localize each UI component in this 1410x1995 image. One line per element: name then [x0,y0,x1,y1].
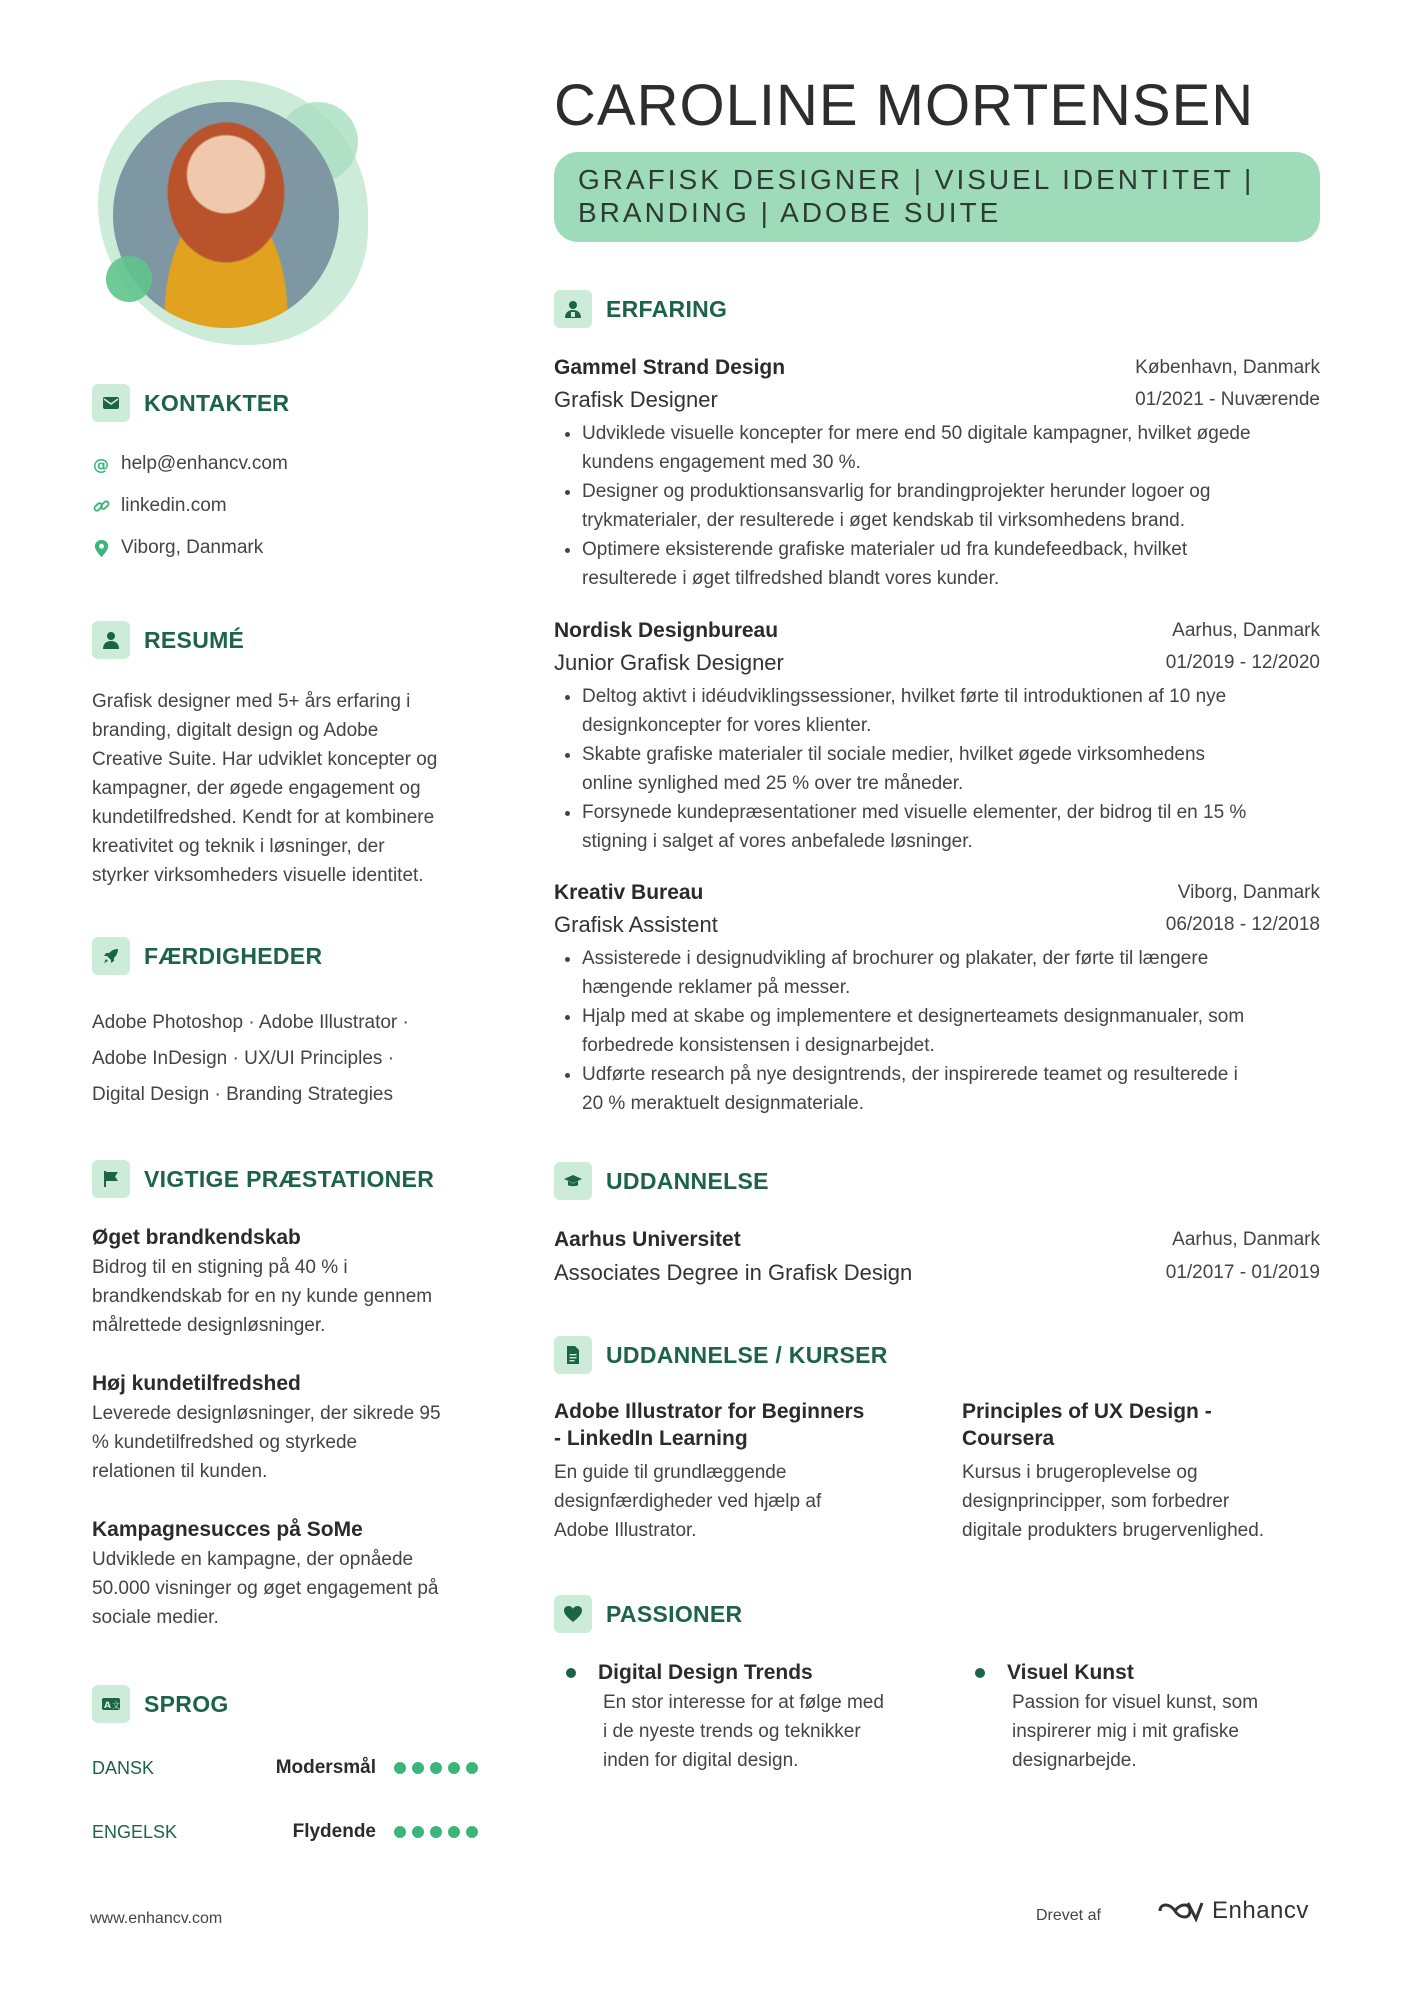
skills-line: Adobe InDesign · UX/UI Principles · [92,1048,395,1069]
contact-location [92,527,288,569]
footer-powered-label: Drevet af [1036,1907,1101,1924]
rating-dot [394,1762,406,1774]
job-bullets [554,682,1320,856]
job-bullet [582,682,1320,740]
bullet-line: designkoncepter for vores klienter. [582,715,872,736]
bullet-line: forbedrede konsistensen i designarbejdet. [582,1035,935,1056]
heart-icon [554,1595,592,1633]
section-title: UDDANNELSE / KURSER [606,1341,888,1368]
course-title: Adobe Illustrator for Beginners [554,1400,865,1423]
job-location: Aarhus, Danmark [1172,620,1320,641]
course-line: Kursus i brugeroplevelse og [962,1462,1198,1483]
section-title: VIGTIGE PRÆSTATIONER [144,1165,435,1192]
job-role: Grafisk Assistent [554,912,718,937]
course-line: En guide til grundlæggende [554,1462,787,1483]
enhancv-logo-icon [1156,1896,1204,1926]
bullet-line: hængende reklamer på messer. [582,977,851,998]
link-icon [92,497,111,516]
skills-list [92,1005,409,1113]
bullet-dot [975,1668,985,1678]
job-bullet [582,798,1320,856]
job-bullets [554,944,1320,1118]
bullet-line: Deltog aktivt i idéudviklingssessioner, hvilket førte til introduktionen af 10 nye [582,686,1227,707]
language-name: ENGELSK [92,1821,178,1842]
course-item [554,1398,914,1545]
job-bullet [582,1060,1320,1118]
job-bullets [554,419,1320,593]
achievement-item [92,1515,492,1632]
passion-item [975,1658,1320,1775]
achievement-item [92,1223,492,1369]
section-title: SPROG [144,1690,229,1717]
passion-title: Visuel Kunst [1007,1661,1134,1684]
envelope-icon [92,384,130,422]
passion-line: En stor interesse for at følge med [603,1692,884,1713]
language-icon [92,1685,130,1723]
education-degree: Associates Degree in Grafisk Design [554,1260,913,1285]
achievement-line: Udviklede en kampagne, der opnåede [92,1549,414,1570]
section-languages-header [92,1685,229,1723]
bullet-line: kundens engagement med 30 %. [582,452,861,473]
passion-line: i de nyeste trends og teknikker [603,1721,861,1742]
summary-line: kreativitet og teknik i løsninger, der [92,836,385,857]
summary-line: styrker virksomheders visuelle identitet. [92,865,424,886]
job-bullet [582,477,1320,535]
flag-icon [92,1160,130,1198]
bullet-line: Designer og produktionsansvarlig for brandingprojekter herunder logoer og [582,481,1211,502]
section-contacts-header [92,384,289,422]
section-experience-header [554,290,727,328]
course-line: digitale produkters brugervenlighed. [962,1520,1265,1541]
bullet-line: Udførte research på nye designtrends, der inspirerede teamet og resulterede i [582,1064,1238,1085]
bullet-line: stigning i salget af vores anbefalede løsninger. [582,831,973,852]
passion-item [566,1658,926,1775]
achievement-line: relationen til kunden. [92,1461,268,1482]
summary-line: kundetilfredshed. Kendt for at kombinere [92,807,435,828]
rating-dot [448,1826,460,1838]
passion-line: designarbejde. [1012,1750,1137,1771]
education-entry [554,1225,1320,1291]
language-level: Flydende [292,1821,376,1842]
section-title: FÆRDIGHEDER [144,942,323,969]
section-courses-header [554,1336,888,1374]
at-icon [92,455,111,474]
achievement-title: Høj kundetilfredshed [92,1372,301,1395]
summary-line: Grafisk designer med 5+ års erfaring i [92,691,411,712]
achievement-title: Kampagnesucces på SoMe [92,1518,363,1541]
bullet-line: Hjalp med at skabe og implementere et designerteamets designmanualer, som [582,1006,1245,1027]
language-name: DANSK [92,1757,155,1778]
language-rating-dots [394,1826,478,1838]
graduation-cap-icon [554,1162,592,1200]
course-line: Adobe Illustrator. [554,1520,697,1541]
language-row [92,1754,478,1782]
job-location: København, Danmark [1135,357,1320,378]
contact-list [92,443,288,569]
job-bullet [582,419,1320,477]
bullet-line: online synlighed med 25 % over tre måneder. [582,773,964,794]
summary-line: Creative Suite. Har udviklet koncepter og [92,749,438,770]
rating-dot [448,1762,460,1774]
contact-linkedin[interactable] [92,485,288,527]
job-bullet [582,740,1320,798]
bullet-dot [566,1668,576,1678]
bullet-line: Udviklede visuelle koncepter for mere end 50 digitale kampagner, hvilket øgede [582,423,1251,444]
rocket-icon [92,937,130,975]
svg-text:@: @ [92,454,110,474]
rating-dot [430,1762,442,1774]
course-title: Principles of UX Design - [962,1400,1212,1423]
section-title: RESUMÉ [144,626,245,653]
passion-line: inden for digital design. [603,1750,799,1771]
person-name: CAROLINE MORTENSEN [554,73,1255,138]
course-line: designprincipper, som forbedrer [962,1491,1230,1512]
achievements-list [92,1223,492,1632]
achievement-line: sociale medier. [92,1607,219,1628]
svg-text:文: 文 [112,1701,120,1710]
course-title: - LinkedIn Learning [554,1427,748,1450]
language-row [92,1818,478,1846]
language-rating-dots [394,1762,478,1774]
summary-line: branding, digitalt design og Adobe [92,720,379,741]
passion-title: Digital Design Trends [598,1661,813,1684]
section-title: KONTAKTER [144,389,290,416]
rating-dot [430,1826,442,1838]
achievement-line: Leverede designløsninger, der sikrede 95 [92,1403,441,1424]
bullet-line: Skabte grafiske materialer til sociale medier, hvilket øgede virksomhedens [582,744,1206,765]
achievement-line: målrettede designløsninger. [92,1315,326,1336]
bullet-line: resulterede i øget tilfredshed blandt vores kunder. [582,568,1000,589]
rating-dot [412,1826,424,1838]
passion-line: Passion for visuel kunst, som [1012,1692,1259,1713]
achievement-line: brandkendskab for en ny kunde gennem [92,1286,433,1307]
section-achievements-header [92,1160,434,1198]
location-text: Viborg, Danmark [121,537,264,558]
rating-dot [412,1762,424,1774]
tagline-line: BRANDING | ADOBE SUITE [578,197,1002,228]
job-entry [554,353,1320,593]
job-entry [554,616,1320,856]
footer-brand[interactable] [1156,1896,1309,1926]
bullet-line: Forsynede kundepræsentationer med visuelle elementer, der bidrog til en 15 % [582,802,1247,823]
brand-name: Enhancv [1212,1897,1309,1924]
document-icon [554,1336,592,1374]
tagline-box [554,152,1320,242]
section-title: UDDANNELSE [606,1167,769,1194]
section-title: ERFARING [606,295,728,322]
job-entry [554,878,1320,1118]
course-line: designfærdigheder ved hjælp af [554,1491,822,1512]
course-item [962,1398,1322,1545]
job-company: Kreativ Bureau [554,881,704,904]
job-bullet [582,944,1320,1002]
job-company: Gammel Strand Design [554,356,786,379]
svg-text:A: A [104,1701,111,1711]
achievement-line: Bidrog til en stigning på 40 % i [92,1257,348,1278]
job-company: Nordisk Designbureau [554,619,779,642]
language-level: Modersmål [275,1757,376,1778]
education-location: Aarhus, Danmark [1172,1229,1320,1250]
job-location: Viborg, Danmark [1177,882,1320,903]
section-passions-header [554,1595,742,1633]
job-dates: 01/2019 - 12/2020 [1165,652,1320,673]
skills-line: Digital Design · Branding Strategies [92,1084,393,1105]
contact-email[interactable] [92,443,288,485]
bullet-line: trykmaterialer, der resulterede i øget kendskab til virksomhedens brand. [582,510,1185,531]
bullet-line: Assisterede i designudvikling af brochurer og plakater, der førte til længere [582,948,1209,969]
profile-photo-area [88,80,388,360]
email-text: help@enhancv.com [121,453,288,474]
tagline-line: GRAFISK DESIGNER | VISUEL IDENTITET | [578,164,1255,195]
summary-line: kampagner, der øgede engagement og [92,778,421,799]
passion-line: inspirerer mig i mit grafiske [1012,1721,1239,1742]
achievement-title: Øget brandkendskab [92,1226,301,1249]
photo-accent-dot [106,256,152,302]
language-list [92,1754,478,1846]
rating-dot [466,1762,478,1774]
skills-line: Adobe Photoshop · Adobe Illustrator · [92,1012,409,1033]
section-skills-header [92,937,322,975]
footer-website[interactable]: www.enhancv.com [90,1910,223,1927]
job-bullet [582,1002,1320,1060]
section-education-header [554,1162,769,1200]
summary-text [92,687,492,890]
achievement-item [92,1369,492,1515]
education-school: Aarhus Universitet [554,1228,741,1251]
bullet-line: 20 % meraktuelt designmateriale. [582,1093,864,1114]
job-dates: 01/2021 - Nuværende [1135,389,1320,410]
user-icon [92,621,130,659]
rating-dot [466,1826,478,1838]
education-dates: 01/2017 - 01/2019 [1165,1262,1320,1283]
section-title: PASSIONER [606,1600,743,1627]
job-dates: 06/2018 - 12/2018 [1165,914,1320,935]
job-role: Grafisk Designer [554,387,718,412]
achievement-line: 50.000 visninger og øget engagement på [92,1578,439,1599]
map-pin-icon [92,539,111,558]
section-summary-header [92,621,244,659]
linkedin-text: linkedin.com [121,495,227,516]
rating-dot [394,1826,406,1838]
course-title: Coursera [962,1427,1055,1450]
achievement-line: % kundetilfredshed og styrkede [92,1432,358,1453]
job-role: Junior Grafisk Designer [554,650,784,675]
job-bullet [582,535,1320,593]
briefcase-user-icon [554,290,592,328]
avatar [113,102,339,328]
bullet-line: Optimere eksisterende grafiske materialer ud fra kundefeedback, hvilket [582,539,1188,560]
